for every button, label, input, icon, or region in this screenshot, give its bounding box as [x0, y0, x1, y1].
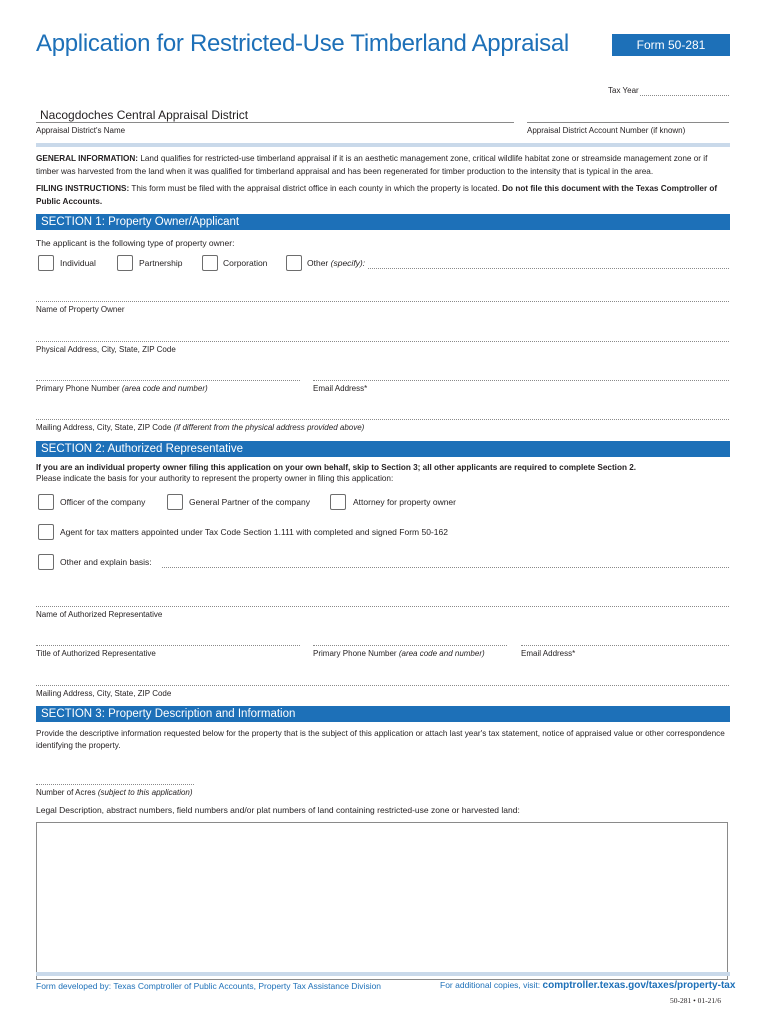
filing-instructions [36, 182, 730, 208]
owner-phone-label [36, 384, 208, 393]
option-other-basis: Other and explain basis: [60, 557, 152, 567]
tax-year-label: Tax Year [608, 86, 639, 95]
checkbox-other[interactable] [286, 255, 302, 271]
rep-name-field[interactable] [36, 606, 729, 607]
rep-name-label: Name of Authorized Representative [36, 610, 163, 619]
footer-copies [440, 980, 735, 991]
other-basis-field[interactable] [162, 567, 729, 568]
filing-instructions-heading: FILING INSTRUCTIONS: [36, 184, 130, 193]
footer-divider-bar [36, 972, 730, 976]
owner-mailing-label [36, 423, 364, 432]
account-number-field[interactable] [527, 122, 729, 123]
option-corporation: Corporation [223, 258, 268, 268]
general-information-heading: GENERAL INFORMATION: [36, 154, 139, 163]
checkbox-attorney[interactable] [330, 494, 346, 510]
section-2-instructions [36, 462, 730, 484]
option-agent: Agent for tax matters appointed under Tax Code Section 1.111 with completed and signed Form 50-162 [60, 527, 448, 537]
owner-mailing-field[interactable] [36, 419, 729, 420]
option-individual: Individual [60, 258, 96, 268]
rep-phone-field[interactable] [313, 645, 507, 646]
option-other-specify: (specify): [330, 258, 366, 268]
checkbox-officer[interactable] [38, 494, 54, 510]
owner-email-field[interactable] [313, 380, 729, 381]
checkbox-general-partner[interactable] [167, 494, 183, 510]
acres-field[interactable] [36, 784, 194, 785]
filing-instructions-bold: Do not file this document with the Texas Comptroller of Public Accounts. [36, 184, 718, 206]
legal-description-field[interactable] [36, 822, 728, 980]
checkbox-corporation[interactable] [202, 255, 218, 271]
section-1-header: SECTION 1: Property Owner/Applicant [36, 214, 730, 230]
owner-phone-field[interactable] [36, 380, 300, 381]
option-other [307, 258, 365, 268]
other-specify-field[interactable] [368, 268, 729, 269]
owner-type-intro: The applicant is the following type of property owner: [36, 238, 235, 248]
checkbox-other-basis[interactable] [38, 554, 54, 570]
option-general-partner: General Partner of the company [189, 497, 310, 507]
general-information-text: Land qualifies for restricted-use timberland appraisal if it is an aesthetic management zone, critical wildlife habitat zone or streamside management zone or if timber was harvested from the land when it was qualified for timberland appraisal and has been regenerated for timber production to the intensity that is typical in the area. [36, 154, 708, 176]
owner-mailing-hint: (if different from the physical address provided above) [173, 423, 365, 432]
footer-developed-by: Form developed by: Texas Comptroller of Public Accounts, Property Tax Assistance Division [36, 981, 382, 991]
option-attorney: Attorney for property owner [353, 497, 456, 507]
form-number-badge: Form 50-281 [612, 34, 730, 56]
footer-copies-label: For additional copies, visit: [440, 980, 541, 990]
footer-form-code: 50-281 • 01-21/6 [670, 996, 721, 1005]
checkbox-individual[interactable] [38, 255, 54, 271]
rep-title-label: Title of Authorized Representative [36, 649, 156, 658]
rep-phone-label [313, 649, 485, 658]
option-other-label: Other [307, 258, 329, 268]
form-title: Application for Restricted-Use Timberland Appraisal [36, 30, 569, 57]
owner-name-label: Name of Property Owner [36, 305, 125, 314]
divider-bar [36, 143, 730, 147]
option-partnership: Partnership [139, 258, 183, 268]
acres-label [36, 788, 193, 797]
owner-name-field[interactable] [36, 301, 729, 302]
legal-description-label: Legal Description, abstract numbers, field numbers and/or plat numbers of land containing restricted-use zone or harvested land: [36, 805, 520, 815]
section-3-header: SECTION 3: Property Description and Information [36, 706, 730, 722]
owner-email-label: Email Address* [313, 384, 368, 393]
district-name-value[interactable]: Nacogdoches Central Appraisal District [40, 108, 249, 122]
owner-phone-hint: (area code and number) [121, 384, 208, 393]
section-2-bold-instruction: If you are an individual property owner filing this application on your own behalf, skip to Section 3; all other applicants are required to complete Section 2. [36, 463, 637, 472]
checkbox-agent[interactable] [38, 524, 54, 540]
physical-address-label: Physical Address, City, State, ZIP Code [36, 345, 176, 354]
section-2-header: SECTION 2: Authorized Representative [36, 441, 730, 457]
tax-year-field[interactable] [640, 95, 729, 96]
rep-mailing-field[interactable] [36, 685, 729, 686]
district-name-label: Appraisal District's Name [36, 126, 126, 135]
rep-title-field[interactable] [36, 645, 300, 646]
acres-label-text: Number of Acres [36, 788, 96, 797]
section-3-intro: Provide the descriptive information requested below for the property that is the subject of this application or attach last year's tax statement, notice of appraised value or other correspondence identifying the property. [36, 729, 725, 750]
checkbox-partnership[interactable] [117, 255, 133, 271]
acres-hint: (subject to this application) [97, 788, 193, 797]
rep-mailing-label: Mailing Address, City, State, ZIP Code [36, 689, 172, 698]
general-information [36, 152, 730, 178]
rep-phone-hint: (area code and number) [398, 649, 485, 658]
rep-email-field[interactable] [521, 645, 729, 646]
rep-email-label: Email Address* [521, 649, 576, 658]
filing-instructions-text: This form must be filed with the appraisal district office in each county in which the property is located. [131, 184, 500, 193]
section-2-instruction: Please indicate the basis for your authority to represent the property owner in filing this application: [36, 474, 394, 483]
district-name-field[interactable] [36, 122, 514, 123]
account-number-label: Appraisal District Account Number (if known) [527, 126, 686, 135]
owner-phone-label-text: Primary Phone Number [36, 384, 120, 393]
owner-mailing-label-text: Mailing Address, City, State, ZIP Code [36, 423, 172, 432]
footer-copies-link[interactable]: comptroller.texas.gov/taxes/property-tax [542, 980, 736, 991]
option-officer: Officer of the company [60, 497, 146, 507]
rep-phone-label-text: Primary Phone Number [313, 649, 397, 658]
physical-address-field[interactable] [36, 341, 729, 342]
